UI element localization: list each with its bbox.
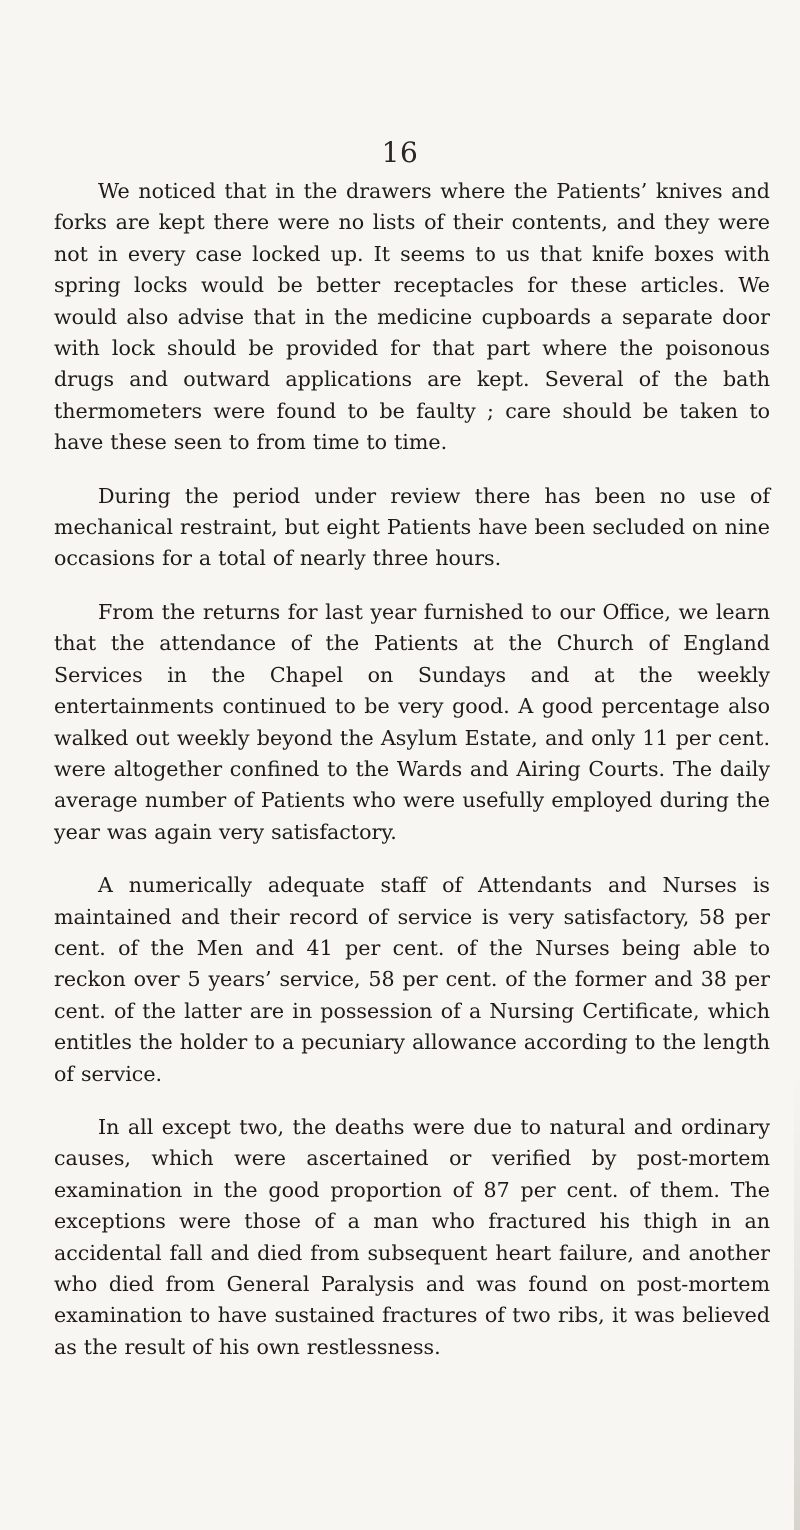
- page-edge-shadow: [794, 1070, 800, 1530]
- paragraph-deaths: In all except two, the deaths were due to natural and ordinary causes, which were ascertained or verified by post-mortem examination in the good proportion of 87 per cent. of them. The exceptions were those of a man who fractured his thigh in an accidental fall and died from subsequent heart failure, and another who died from General Paralysis and was found on post-mortem examination to have sustained fractures of two ribs, it was believed as the result of his own restlessness.: [54, 1114, 770, 1359]
- paragraph-restraint-seclusion: During the period under review there has been no use of mechanical restraint, but eight Patients have been secluded on nine occasions for a total of nearly three hours.: [54, 483, 770, 571]
- body-text: [54, 176, 770, 1363]
- paragraph-staff-record: A numerically adequate staff of Attendants and Nurses is maintained and their record of service is very satisfactory, 58 per cent. of the Men and 41 per cent. of the Nurses being able to reckon over 5 years’ service, 58 per cent. of the former and 38 per cent. of the latter are in possession of a Nursing Certificate, which entitles the holder to a pecuniary allowance according to the length of service.: [54, 873, 770, 1086]
- paragraph-attendance-and-employment: From the returns for last year furnished to our Office, we learn that the attendance of the Patients at the Church of England Services in the Chapel on Sundays and at the weekly entertainments continued to be very good. A good percentage also walked out weekly beyond the Asylum Estate, and only 11 per cent. were altogether confined to the Wards and Airing Courts. The daily average number of Patients who were usefully employed during the year was again very satisfactory.: [54, 599, 770, 844]
- page-number: 16: [381, 136, 419, 169]
- paragraph-cutlery-and-medicine: We noticed that in the drawers where the Patients’ knives and forks are kept there were no lists of their contents, and they were not in every case locked up. It seems to us that knife boxes with spring locks would be better receptacles for these articles. We would also advise that in the medicine cupboards a separate door with lock should be provided for that part where the poisonous drugs and outward applications are kept. Several of the bath thermometers were found to be faulty ; care should be taken to have these seen to from time to time.: [54, 179, 770, 455]
